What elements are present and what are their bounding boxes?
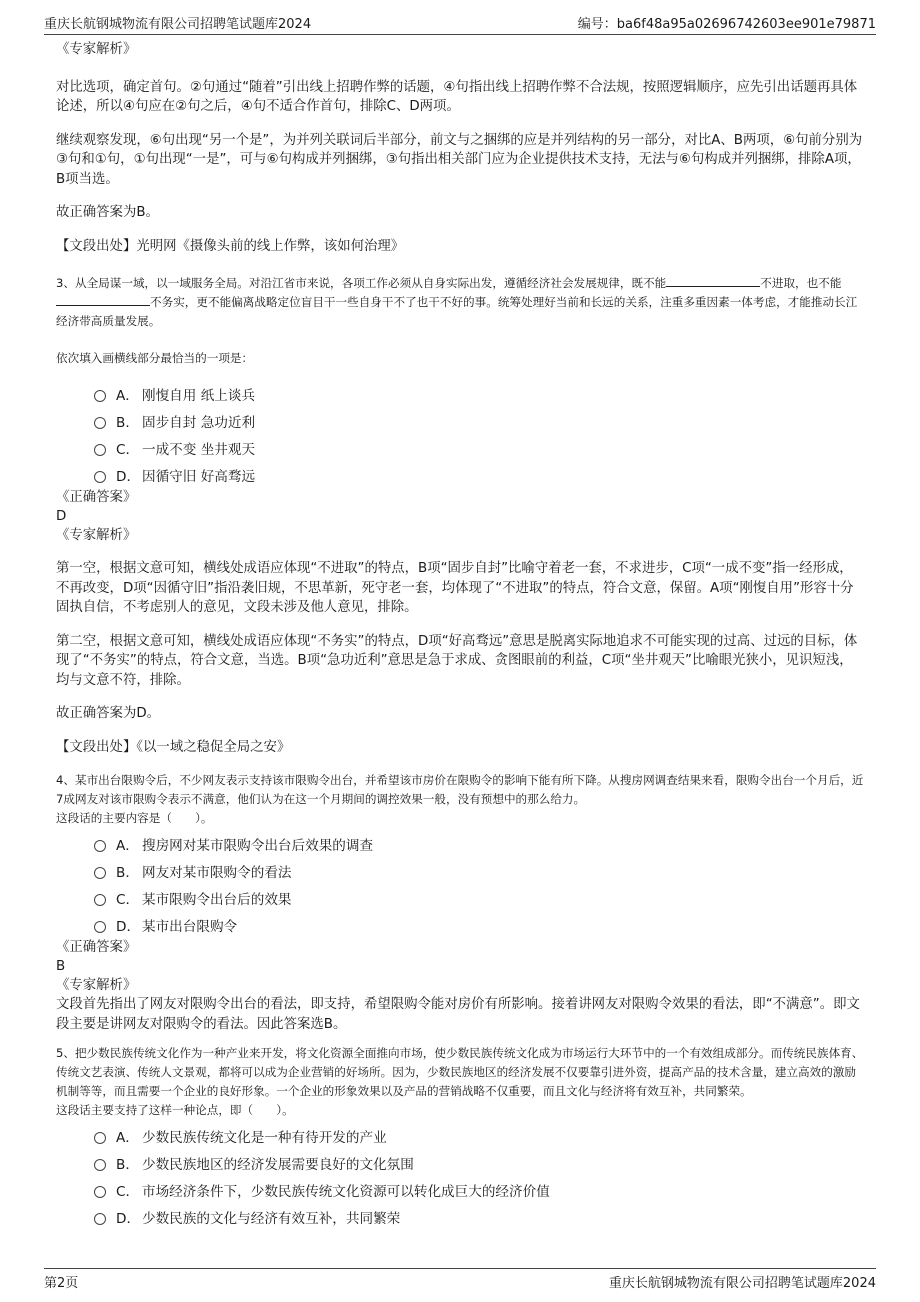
option-c[interactable]: C． 一成不变 坐井观天	[94, 434, 864, 461]
page-footer	[44, 1268, 876, 1293]
option-a[interactable]: A． 刚愎自用 纸上谈兵	[94, 380, 864, 407]
radio-icon[interactable]	[94, 471, 106, 483]
option-d[interactable]: D． 因循守旧 好高骛远	[94, 461, 864, 488]
answer-label: 《正确答案》	[56, 940, 137, 955]
option-d[interactable]: D． 某市出台限购令	[94, 911, 864, 938]
source: 【文段出处】光明网《摄像头前的线上作弊，该如何治理》	[56, 238, 405, 254]
options-list	[94, 830, 864, 938]
radio-icon[interactable]	[94, 390, 106, 402]
analysis-paragraph: 第二空，根据文意可知，横线处成语应体现“不务实”的特点，D项“好高骛远”意思是脱离实际地追求不可能实现的过高、过远的目标，体现了“不务实”的特点，符合文意，当选。B项“急功近利”意思是急于求成、贪图眼前的利益，C项“坐井观天”比喻眼光狭小，见识短浅，均与文意不符，排除。	[56, 633, 858, 688]
page-content	[56, 40, 864, 1230]
page-number: 第2页	[44, 1275, 79, 1291]
answer-label: 《正确答案》	[56, 490, 137, 505]
header-serial: 编号：ba6f48a95a02696742603ee901e79871	[577, 17, 876, 32]
question-prompt: 依次填入画横线部分最恰当的一项是：	[56, 351, 254, 365]
radio-icon[interactable]	[94, 840, 106, 852]
question-stem: 4、某市出台限购令后，不少网友表示支持该市限购令出台，并希望该市房价在限购令的影响下能有所下降。从搜房网调查结果来看，限购令出台一个月后，近7成网友对该市限购令表示不满意，他们认为在这一个月期间的调控效果一般，没有预想中的那么给力。	[56, 773, 864, 806]
option-b[interactable]: B． 固步自封 急功近利	[94, 407, 864, 434]
answer-value: D	[56, 509, 67, 524]
option-a[interactable]: A． 搜房网对某市限购令出台后效果的调查	[94, 830, 864, 857]
radio-icon[interactable]	[94, 894, 106, 906]
answer-value: B	[56, 959, 66, 974]
conclusion: 故正确答案为D。	[56, 706, 161, 721]
question-stem: 5、把少数民族传统文化作为一种产业来开发，将文化资源全面推向市场，使少数民族传统文化成为市场运行大环节中的一个有效组成部分。而传统民族体育、传统文艺表演、传统人文景观，都将可以成为企业营销的好场所。因为，少数民族地区的经济发展不仅要靠引进外资，提高产品的技术含量，建立高效的激励机制等等，而且需要一个企业的良好形象。一个企业的形象效果以及产品的营销战略不仅重要，而且文化与经济将有效互补，共同繁荣。	[56, 1046, 864, 1098]
fill-blank-2	[56, 293, 150, 306]
radio-icon[interactable]	[94, 1132, 106, 1144]
conclusion: 故正确答案为B。	[56, 205, 159, 220]
analysis-label: 《专家解析》	[56, 528, 137, 543]
page-header	[44, 10, 876, 35]
option-d[interactable]: D． 少数民族的文化与经济有效互补，共同繁荣	[94, 1203, 864, 1230]
question-prompt: 这段话的主要内容是（ ）。	[56, 811, 213, 825]
footer-title: 重庆长航钢城物流有限公司招聘笔试题库2024	[608, 1275, 876, 1291]
options-list	[94, 380, 864, 488]
fill-blank-1	[666, 274, 760, 287]
radio-icon[interactable]	[94, 1186, 106, 1198]
analysis-paragraph: 文段首先指出了网友对限购令出台的看法，即支持，希望限购令能对房价有所影响。接着讲网友对限购令效果的看法，即“不满意”。即文段主要是讲网友对限购令的看法。因此答案选B。	[56, 997, 860, 1032]
radio-icon[interactable]	[94, 417, 106, 429]
option-c[interactable]: C． 某市限购令出台后的效果	[94, 884, 864, 911]
source: 【文段出处】《以一域之稳促全局之安》	[56, 739, 291, 755]
question-prompt: 这段话主要支持了这样一种论点，即（ ）。	[56, 1103, 294, 1117]
radio-icon[interactable]	[94, 1159, 106, 1171]
radio-icon[interactable]	[94, 867, 106, 879]
option-b[interactable]: B． 少数民族地区的经济发展需要良好的文化氛围	[94, 1149, 864, 1176]
analysis-label: 《专家解析》	[56, 978, 137, 993]
analysis-paragraph: 继续观察发现，⑥句出现“另一个是”，为并列关联词后半部分，前文与之捆绑的应是并列结构的另一部分，对比A、B两项，⑥句前分别为③句和①句，①句出现“一是”，可与⑥句构成并列捆绑，③句指出相关部门应为企业提供技术支持，无法与⑥句构成并列捆绑，排除A项，B项当选。	[56, 132, 863, 187]
options-list	[94, 1122, 864, 1230]
question-stem: 3、从全局谋一域，以一域服务全局。对沿江省市来说，各项工作必须从自身实际出发，遵循经济社会发展规律，既不能 不进取，也不能不务实，更不能偏离战略定位盲目干一些自身干不了也干不好的事。统筹处理好当前和长远的关系，注重多重因素一体考虑，才能推动长江经济带高质量发展。	[56, 276, 858, 328]
analysis-paragraph: 对比选项，确定首句。②句通过“随着”引出线上招聘作弊的话题，④句指出线上招聘作弊不合法规，按照逻辑顺序，应先引出话题再具体论述，所以④句应在②句之后，④句不适合作首句，排除C、D两项。	[56, 79, 858, 114]
radio-icon[interactable]	[94, 921, 106, 933]
radio-icon[interactable]	[94, 1213, 106, 1225]
analysis-label: 《专家解析》	[56, 42, 137, 57]
header-title: 重庆长航钢城物流有限公司招聘笔试题库2024	[44, 17, 312, 32]
radio-icon[interactable]	[94, 444, 106, 456]
analysis-paragraph: 第一空，根据文意可知，横线处成语应体现“不进取”的特点，B项“固步自封”比喻守着老一套，不求进步，C项“一成不变”指一经形成，不再改变，D项“因循守旧”指沿袭旧规，不思革新，死守老一套，均体现了“不进取”的特点，符合文意，保留。A项“刚愎自用”形容十分固执自信，不考虑别人的意见，文段未涉及他人意见，排除。	[56, 561, 854, 615]
option-c[interactable]: C． 市场经济条件下，少数民族传统文化资源可以转化成巨大的经济价值	[94, 1176, 864, 1203]
option-a[interactable]: A． 少数民族传统文化是一种有待开发的产业	[94, 1122, 864, 1149]
option-b[interactable]: B． 网友对某市限购令的看法	[94, 857, 864, 884]
